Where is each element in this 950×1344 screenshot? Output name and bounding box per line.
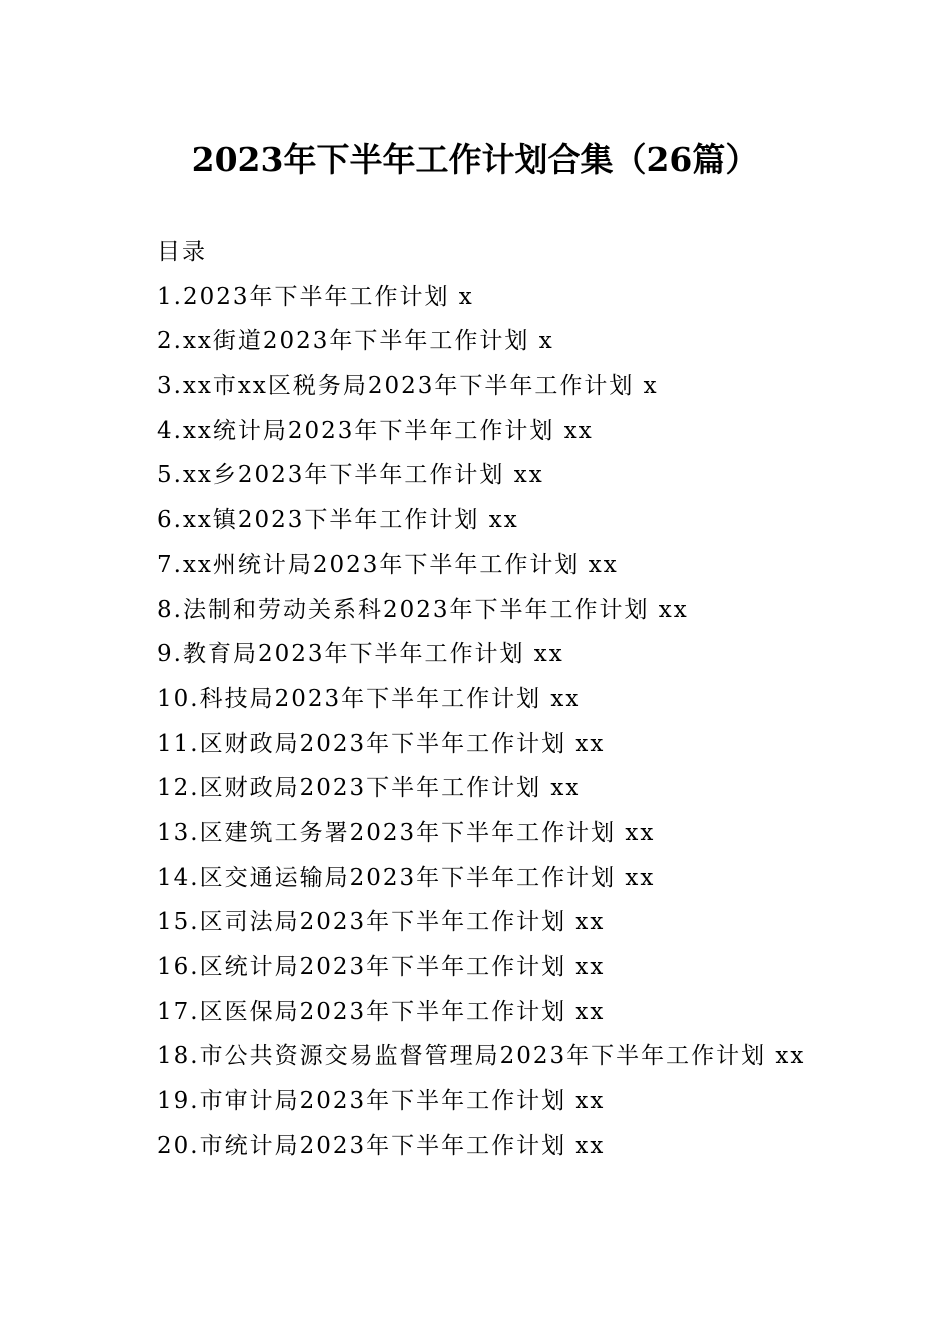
toc-item[interactable]: 17.区医保局2023年下半年工作计划 xx bbox=[157, 998, 606, 1025]
toc-item[interactable]: 1.2023年下半年工作计划 x bbox=[157, 283, 474, 310]
document-title: 2023年下半年工作计划合集（26篇） bbox=[191, 140, 759, 179]
toc-item[interactable]: 7.xx州统计局2023年下半年工作计划 xx bbox=[157, 551, 619, 578]
toc-item[interactable]: 14.区交通运输局2023年下半年工作计划 xx bbox=[157, 864, 656, 891]
toc-item[interactable]: 3.xx市xx区税务局2023年下半年工作计划 x bbox=[157, 373, 659, 400]
toc-item[interactable]: 20.市统计局2023年下半年工作计划 xx bbox=[157, 1132, 606, 1159]
toc-item[interactable]: 19.市审计局2023年下半年工作计划 xx bbox=[157, 1088, 606, 1115]
toc-item[interactable]: 15.区司法局2023年下半年工作计划 xx bbox=[157, 909, 606, 936]
toc-item[interactable]: 4.xx统计局2023年下半年工作计划 xx bbox=[157, 417, 594, 444]
toc-heading: 目录 bbox=[157, 239, 207, 265]
toc-item[interactable]: 12.区财政局2023下半年工作计划 xx bbox=[157, 775, 581, 802]
toc-item[interactable]: 6.xx镇2023下半年工作计划 xx bbox=[157, 507, 519, 534]
toc-item[interactable]: 9.教育局2023年下半年工作计划 xx bbox=[157, 641, 564, 668]
toc-item[interactable]: 8.法制和劳动关系科2023年下半年工作计划 xx bbox=[157, 596, 689, 623]
toc-item[interactable]: 2.xx街道2023年下半年工作计划 x bbox=[157, 328, 554, 355]
toc-item[interactable]: 13.区建筑工务署2023年下半年工作计划 xx bbox=[157, 819, 656, 846]
toc-item[interactable]: 18.市公共资源交易监督管理局2023年下半年工作计划 xx bbox=[157, 1043, 806, 1070]
toc-item[interactable]: 16.区统计局2023年下半年工作计划 xx bbox=[157, 954, 606, 980]
table-of-contents bbox=[157, 230, 917, 1168]
toc-item[interactable]: 10.科技局2023年下半年工作计划 xx bbox=[157, 685, 581, 712]
toc-item[interactable]: 5.xx乡2023年下半年工作计划 xx bbox=[157, 462, 544, 489]
toc-item[interactable]: 11.区财政局2023年下半年工作计划 xx bbox=[157, 730, 606, 757]
